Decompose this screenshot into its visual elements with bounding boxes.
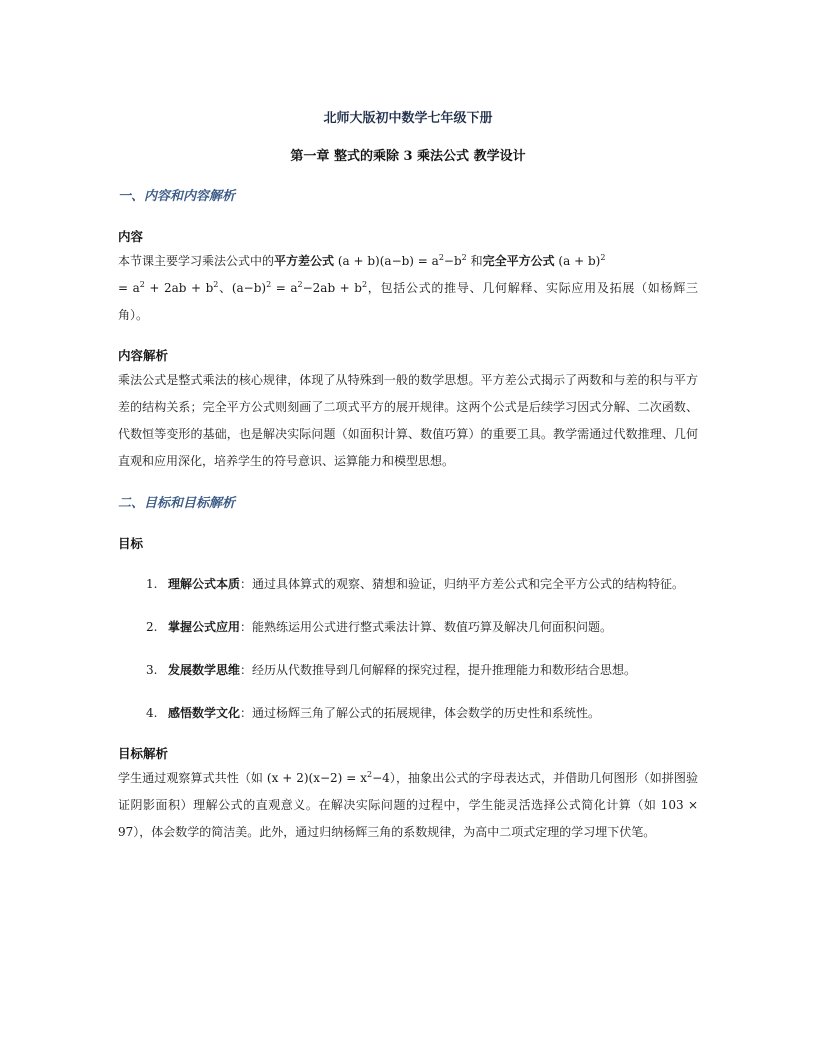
goal-number: 1.	[146, 577, 158, 591]
goal-title: 发展数学思维	[168, 663, 241, 677]
formula-run: 、(a−b)	[218, 281, 267, 295]
goal-title: 理解公式本质	[168, 577, 241, 591]
section-heading-goals: 二、目标和目标解析	[118, 496, 236, 511]
text-run: 和	[466, 254, 483, 268]
goal-title: 掌握公式应用	[168, 620, 241, 634]
content-paragraph	[118, 248, 698, 329]
subheading-content: 内容	[118, 229, 144, 244]
superscript: 2	[297, 280, 303, 289]
formula-run: (a + b)(a−b) = a	[334, 254, 439, 268]
goal-item	[118, 571, 698, 598]
formula-run: (a + b)	[554, 254, 601, 268]
formula-run: = a	[271, 281, 298, 295]
superscript: 2	[461, 253, 467, 262]
superscript: 2	[266, 280, 272, 289]
formula-name-difference-of-squares: 平方差公式	[274, 254, 335, 268]
goal-number: 4.	[146, 706, 158, 720]
superscript: 2	[438, 253, 444, 262]
content-analysis-paragraph: 乘法公式是整式乘法的核心规律，体现了从特殊到一般的数学思想。平方差公式揭示了两数和与差的积与平方差的结构关系；完全平方公式则刻画了二项式平方的展开规律。这两个公式是后续学习因式分解、二次函数、代数恒等变形的基础，也是解决实际问题（如面积计算、数值巧算）的重要工具。教学需通过代数推理、几何直观和应用深化，培养学生的符号意识、运算能力和模型思想。	[118, 373, 698, 468]
formula-run: + 2ab + b	[144, 281, 214, 295]
goal-item	[118, 700, 698, 727]
subheading-goals: 目标	[118, 536, 144, 551]
text-run: −4），抽象出公式的字母表达式，并借助几何图形（如拼图验证阴影面积）理解公式的直观意义。在解决实际问题的过程中，学生能灵活选择公式简化计算（如 103 × 97），体会数学的简洁美。此外，通过归纳杨辉三角的系数规律，为高中二项式定理的学习埋下伏笔。	[118, 771, 698, 839]
goal-text: ：通过具体算式的观察、猜想和验证，归纳平方差公式和完全平方公式的结构特征。	[240, 577, 685, 591]
section-heading-content: 一、内容和内容解析	[118, 189, 236, 204]
document-title: 北师大版初中数学七年级下册	[323, 111, 493, 126]
subheading-content-analysis: 内容解析	[118, 348, 169, 363]
formula-name-perfect-square: 完全平方公式	[482, 254, 555, 268]
superscript: 2	[366, 770, 373, 779]
text-run: 学生通过观察算式共性（如 (x + 2)(x−2) = x	[118, 771, 367, 785]
chapter-title: 第一章 整式的乘除 3 乘法公式 教学设计	[290, 149, 526, 164]
goals-analysis-paragraph	[118, 765, 698, 846]
subheading-goals-analysis: 目标解析	[118, 746, 169, 761]
goals-list	[118, 571, 698, 727]
goal-title: 感悟数学文化	[168, 706, 241, 720]
goal-item	[118, 614, 698, 641]
superscript: 2	[139, 280, 145, 289]
document-content	[118, 108, 698, 846]
formula-run: −2ab + b	[302, 281, 362, 295]
goal-text: ：能熟练运用公式进行整式乘法计算、数值巧算及解决几何面积问题。	[240, 620, 613, 634]
superscript: 2	[213, 280, 219, 289]
formula-run: = a	[118, 281, 140, 295]
goal-number: 2.	[146, 620, 158, 634]
goal-text: ：经历从代数推导到几何解释的探究过程，提升推理能力和数形结合思想。	[240, 663, 637, 677]
formula-run: −b	[443, 254, 462, 268]
goal-item	[118, 657, 698, 684]
goal-text: ：通过杨辉三角了解公式的拓展规律，体会数学的历史性和系统性。	[240, 706, 601, 720]
goal-number: 3.	[146, 663, 158, 677]
text-run: 本节课主要学习乘法公式中的	[118, 254, 275, 268]
superscript: 2	[600, 253, 606, 262]
text-run: ，包括公式的推导、几何解释、实际应用及拓展（如杨辉三角）。	[118, 281, 698, 322]
superscript: 2	[361, 280, 368, 289]
